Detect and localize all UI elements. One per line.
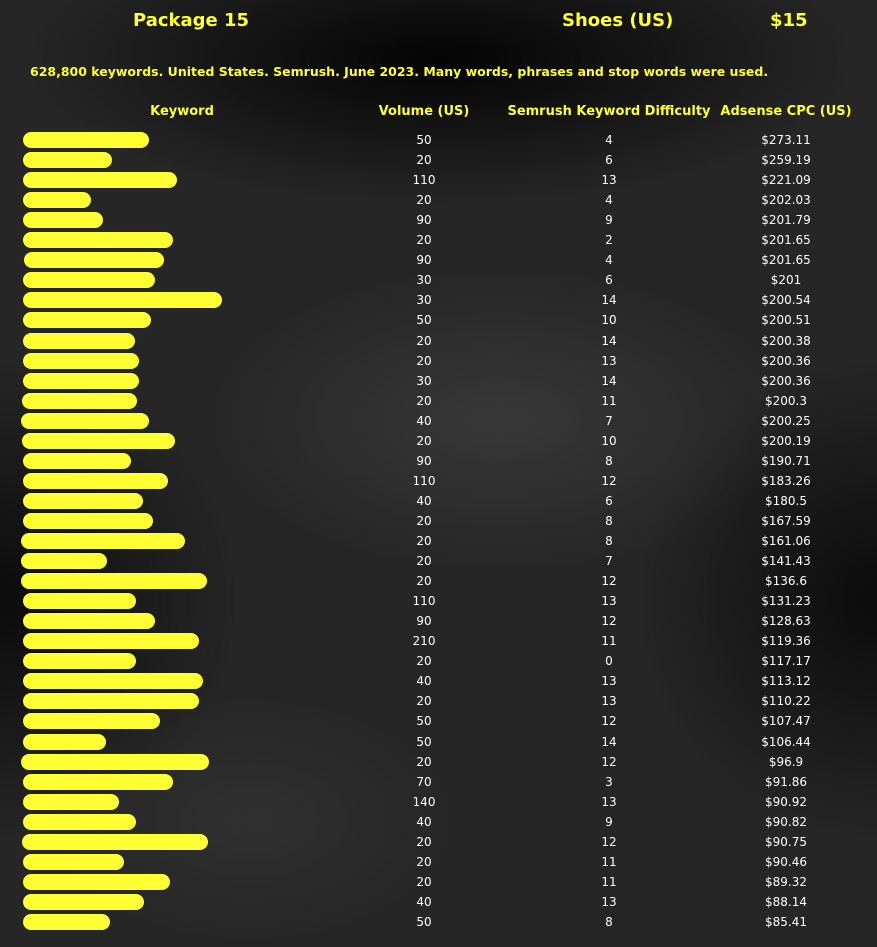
volume-cell: 20 [416,153,432,168]
redacted-keyword-bar [23,473,168,489]
table-row [0,852,877,872]
table-row [0,411,877,431]
cpc-cell: $200.36 [761,353,811,368]
cpc-cell: $201.65 [761,253,811,268]
redacted-keyword-bar [23,132,149,148]
difficulty-cell: 4 [605,193,613,208]
difficulty-cell: 0 [605,654,613,669]
table-row [0,551,877,571]
table-row [0,250,877,270]
volume-cell: 110 [412,473,436,488]
volume-cell: 50 [416,313,432,328]
redacted-keyword-bar [23,152,112,168]
volume-cell: 50 [416,714,432,729]
table-row [0,210,877,230]
redacted-keyword-bar [23,693,199,709]
difficulty-cell: 12 [601,614,617,629]
difficulty-cell: 8 [605,453,613,468]
cpc-cell: $107.47 [761,714,811,729]
difficulty-cell: 14 [601,373,617,388]
table-row [0,170,877,190]
table-row [0,130,877,150]
redacted-keyword-bar [23,613,155,629]
cpc-cell: $183.26 [761,473,811,488]
difficulty-cell: 11 [601,854,617,869]
difficulty-cell: 11 [601,874,617,889]
column-header-keyword: Keyword [150,104,214,119]
table-row [0,531,877,551]
cpc-cell: $106.44 [761,734,811,749]
difficulty-cell: 13 [601,674,617,689]
table-row [0,571,877,591]
cpc-cell: $119.36 [761,634,811,649]
difficulty-cell: 12 [601,714,617,729]
table-row [0,270,877,290]
volume-cell: 40 [416,493,432,508]
difficulty-cell: 12 [601,834,617,849]
volume-cell: 210 [412,634,436,649]
redacted-keyword-bar [23,894,144,910]
volume-cell: 30 [416,293,432,308]
difficulty-cell: 7 [605,413,613,428]
volume-cell: 20 [416,233,432,248]
redacted-keyword-bar [23,774,173,790]
cpc-cell: $85.41 [765,914,807,929]
table-row [0,351,877,371]
cpc-cell: $161.06 [761,534,811,548]
redacted-keyword-bar [23,353,139,369]
volume-cell: 20 [416,333,432,348]
difficulty-cell: 8 [605,513,613,528]
volume-cell: 90 [416,453,432,468]
volume-cell: 40 [416,814,432,829]
volume-cell: 20 [416,834,432,849]
difficulty-cell: 12 [601,574,617,589]
volume-cell: 20 [416,754,432,769]
redacted-keyword-bar [23,633,199,649]
volume-cell: 50 [416,914,432,929]
cpc-cell: $128.63 [761,614,811,629]
volume-cell: 40 [416,894,432,909]
volume-cell: 20 [416,874,432,889]
volume-cell: 50 [416,734,432,749]
difficulty-cell: 12 [601,473,617,488]
table-row [0,671,877,691]
cpc-cell: $180.5 [765,493,807,508]
redacted-keyword-bar [23,212,103,228]
difficulty-cell: 3 [605,774,613,789]
table-row [0,892,877,912]
redacted-keyword-bar [23,914,110,930]
table-row [0,391,877,411]
cpc-cell: $91.86 [765,774,807,789]
difficulty-cell: 9 [605,814,613,829]
table-row [0,711,877,731]
difficulty-cell: 7 [605,554,613,569]
table-row [0,651,877,671]
redacted-keyword-bar [23,192,91,208]
redacted-keyword-bar [24,252,164,268]
volume-cell: 90 [416,614,432,629]
difficulty-cell: 11 [601,393,617,408]
package-title: Package 15 [133,10,250,31]
volume-cell: 50 [416,133,432,147]
volume-cell: 20 [416,433,432,448]
difficulty-cell: 6 [605,493,613,508]
volume-cell: 20 [416,654,432,669]
cpc-cell: $90.75 [765,834,807,849]
table-row [0,331,877,351]
redacted-keyword-bar [23,513,153,529]
volume-cell: 110 [412,173,436,188]
dataset-description: 628,800 keywords. United States. Semrush. June 2023. Many words, phrases and stop words were used. [30,64,769,79]
cpc-cell: $167.59 [761,513,811,528]
difficulty-cell: 14 [601,293,617,308]
redacted-keyword-bar [23,272,155,288]
redacted-keyword-bar [23,673,203,689]
volume-cell: 110 [412,594,436,609]
redacted-keyword-bar [21,533,185,549]
volume-cell: 90 [416,253,432,268]
table-row [0,912,877,932]
table-row [0,491,877,511]
redacted-keyword-bar [23,713,160,729]
table-row [0,832,877,852]
volume-cell: 40 [416,674,432,689]
cpc-cell: $221.09 [761,173,811,188]
table-row [0,310,877,330]
category-title: Shoes (US) [562,10,674,31]
cpc-cell: $200.19 [761,433,811,448]
volume-cell: 20 [416,554,432,569]
redacted-keyword-bar [23,874,170,890]
cpc-cell: $90.46 [765,854,807,869]
table-row [0,872,877,892]
table-row [0,732,877,752]
cpc-cell: $200.51 [761,313,811,328]
redacted-keyword-bar [21,553,107,569]
table-row [0,792,877,812]
cpc-cell: $273.11 [761,133,811,147]
cpc-cell: $131.23 [761,594,811,609]
difficulty-cell: 10 [601,433,617,448]
volume-cell: 20 [416,353,432,368]
table-row [0,230,877,250]
redacted-keyword-bar [23,794,119,810]
redacted-keyword-bar [23,453,131,469]
difficulty-cell: 6 [605,153,613,168]
table-row [0,772,877,792]
cpc-cell: $259.19 [761,153,811,168]
redacted-keyword-bar [21,754,209,770]
cpc-cell: $90.92 [765,794,807,809]
table-row [0,150,877,170]
table-row [0,631,877,651]
table-row [0,371,877,391]
difficulty-cell: 2 [605,233,613,248]
cpc-cell: $201.79 [761,213,811,228]
price-label: $15 [770,10,808,31]
difficulty-cell: 4 [605,133,613,147]
difficulty-cell: 9 [605,213,613,228]
table-row [0,812,877,832]
difficulty-cell: 14 [601,333,617,348]
redacted-keyword-bar [23,493,143,509]
table-row [0,451,877,471]
table-row [0,290,877,310]
redacted-keyword-bar [23,593,136,609]
table-row [0,431,877,451]
difficulty-cell: 13 [601,894,617,909]
difficulty-cell: 8 [605,534,613,548]
cpc-cell: $202.03 [761,193,811,208]
cpc-cell: $141.43 [761,554,811,569]
volume-cell: 140 [412,794,436,809]
difficulty-cell: 8 [605,914,613,929]
redacted-keyword-bar [23,172,177,188]
column-header-kd: Semrush Keyword Difficulty [507,104,711,119]
cpc-cell: $200.38 [761,333,811,348]
volume-cell: 20 [416,854,432,869]
volume-cell: 20 [416,393,432,408]
redacted-keyword-bar [21,413,149,429]
volume-cell: 20 [416,513,432,528]
cpc-cell: $200.36 [761,373,811,388]
table-row [0,471,877,491]
cpc-cell: $117.17 [761,654,811,669]
volume-cell: 40 [416,413,432,428]
column-header-cpc: Adsense CPC (US) [720,104,852,119]
volume-cell: 90 [416,213,432,228]
difficulty-cell: 13 [601,173,617,188]
difficulty-cell: 13 [601,794,617,809]
redacted-keyword-bar [22,393,137,409]
redacted-keyword-bar [22,433,175,449]
difficulty-cell: 13 [601,594,617,609]
cpc-cell: $201 [770,273,802,288]
redacted-keyword-bar [23,292,222,308]
difficulty-cell: 6 [605,273,613,288]
difficulty-cell: 4 [605,253,613,268]
difficulty-cell: 10 [601,313,617,328]
volume-cell: 30 [416,273,432,288]
cpc-cell: $110.22 [761,694,811,709]
cpc-cell: $96.9 [768,754,804,769]
redacted-keyword-bar [23,653,136,669]
column-header-volume: Volume (US) [378,104,470,119]
table-row [0,511,877,531]
difficulty-cell: 11 [601,634,617,649]
redacted-keyword-bar [23,312,151,328]
redacted-keyword-bar [23,734,106,750]
table-row [0,691,877,711]
difficulty-cell: 14 [601,734,617,749]
redacted-keyword-bar [23,373,139,389]
volume-cell: 20 [416,694,432,709]
redacted-keyword-bar [23,814,136,830]
difficulty-cell: 12 [601,754,617,769]
cpc-cell: $136.6 [765,574,807,589]
table-row [0,752,877,772]
difficulty-cell: 13 [601,353,617,368]
table-row [0,591,877,611]
redacted-keyword-bar [23,232,173,248]
volume-cell: 20 [416,193,432,208]
redacted-keyword-bar [23,333,135,349]
redacted-keyword-bar [23,854,124,870]
redacted-keyword-bar [21,573,207,589]
difficulty-cell: 13 [601,694,617,709]
volume-cell: 30 [416,373,432,388]
cpc-cell: $200.54 [761,293,811,308]
cpc-cell: $90.82 [765,814,807,829]
volume-cell: 20 [416,534,432,548]
cpc-cell: $89.32 [765,874,807,889]
cpc-cell: $200.25 [761,413,811,428]
cpc-cell: $200.3 [765,393,807,408]
table-row [0,190,877,210]
cpc-cell: $113.12 [761,674,811,689]
volume-cell: 20 [416,574,432,589]
volume-cell: 70 [416,774,432,789]
table-row [0,611,877,631]
cpc-cell: $88.14 [765,894,807,909]
cpc-cell: $201.65 [761,233,811,248]
cpc-cell: $190.71 [761,453,811,468]
redacted-keyword-bar [22,834,208,850]
